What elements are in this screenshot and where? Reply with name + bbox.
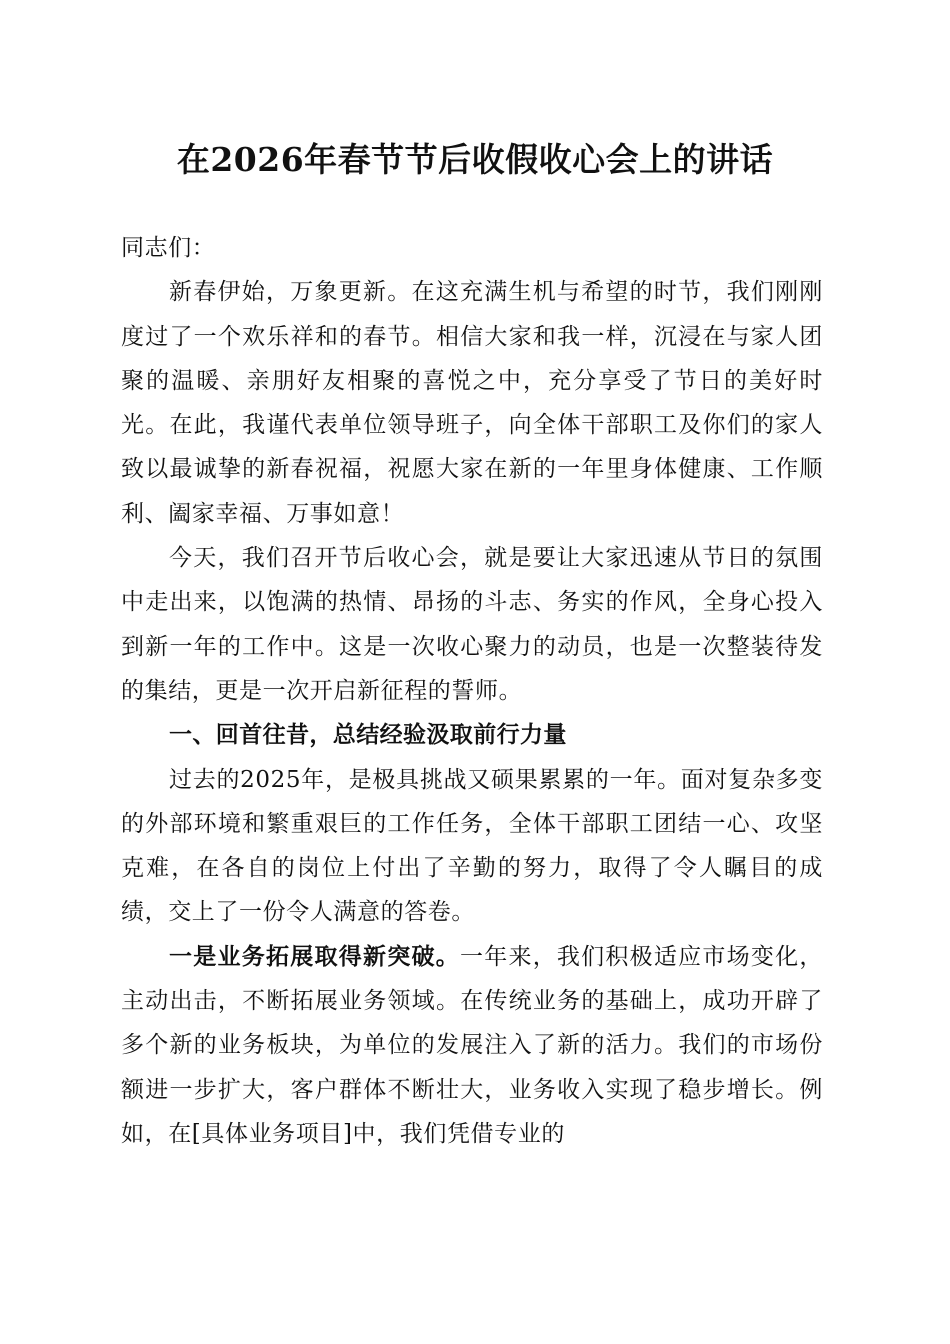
point-one-lead: 一是业务拓展取得新突破。 bbox=[169, 942, 460, 970]
paragraph-purpose: 今天，我们召开节后收心会，就是要让大家迅速从节日的氛围中走出来，以饱满的热情、昂扬的斗志、务实的作风，全身心投入到新一年的工作中。这是一次收心聚力的动员，也是一次整装待发的集结，更是一次开启新征程的誓师。 bbox=[121, 545, 823, 704]
document-body bbox=[121, 226, 823, 1156]
paragraph-greeting: 新春伊始，万象更新。在这充满生机与希望的时节，我们刚刚度过了一个欢乐祥和的春节。相信大家和我一样，沉浸在与家人团聚的温暖、亲朋好友相聚的喜悦之中，充分享受了节日的美好时光。在此，我谨代表单位领导班子，向全体干部职工及你们的家人致以最诚挚的新春祝福，祝愿大家在新的一年里身体健康、工作顺利、阖家幸福、万事如意！ bbox=[121, 279, 823, 527]
document-title: 在2026年春节节后收假收心会上的讲话 bbox=[176, 140, 774, 179]
paragraph-point-one bbox=[121, 935, 823, 1156]
section-heading: 一、回首往昔，总结经验汲取前行力量 bbox=[169, 722, 567, 749]
paragraph-review: 过去的2025年，是极具挑战又硕果累累的一年。面对复杂多变的外部环境和繁重艰巨的工作任务，全体干部职工团结一心、攻坚克难，在各自的岗位上付出了辛勤的努力，取得了令人瞩目的成绩，交上了一份令人满意的答卷。 bbox=[121, 766, 823, 926]
salutation: 同志们： bbox=[121, 235, 216, 261]
point-one-text: 一年来，我们积极适应市场变化，主动出击，不断拓展业务领域。在传统业务的基础上，成功开辟了多个新的业务板块，为单位的发展注入了新的活力。我们的市场份额进一步扩大，客户群体不断壮大，业务收入实现了稳步增长。例如，在[具体业务项目]中，我们凭借专业的 bbox=[121, 943, 823, 1147]
